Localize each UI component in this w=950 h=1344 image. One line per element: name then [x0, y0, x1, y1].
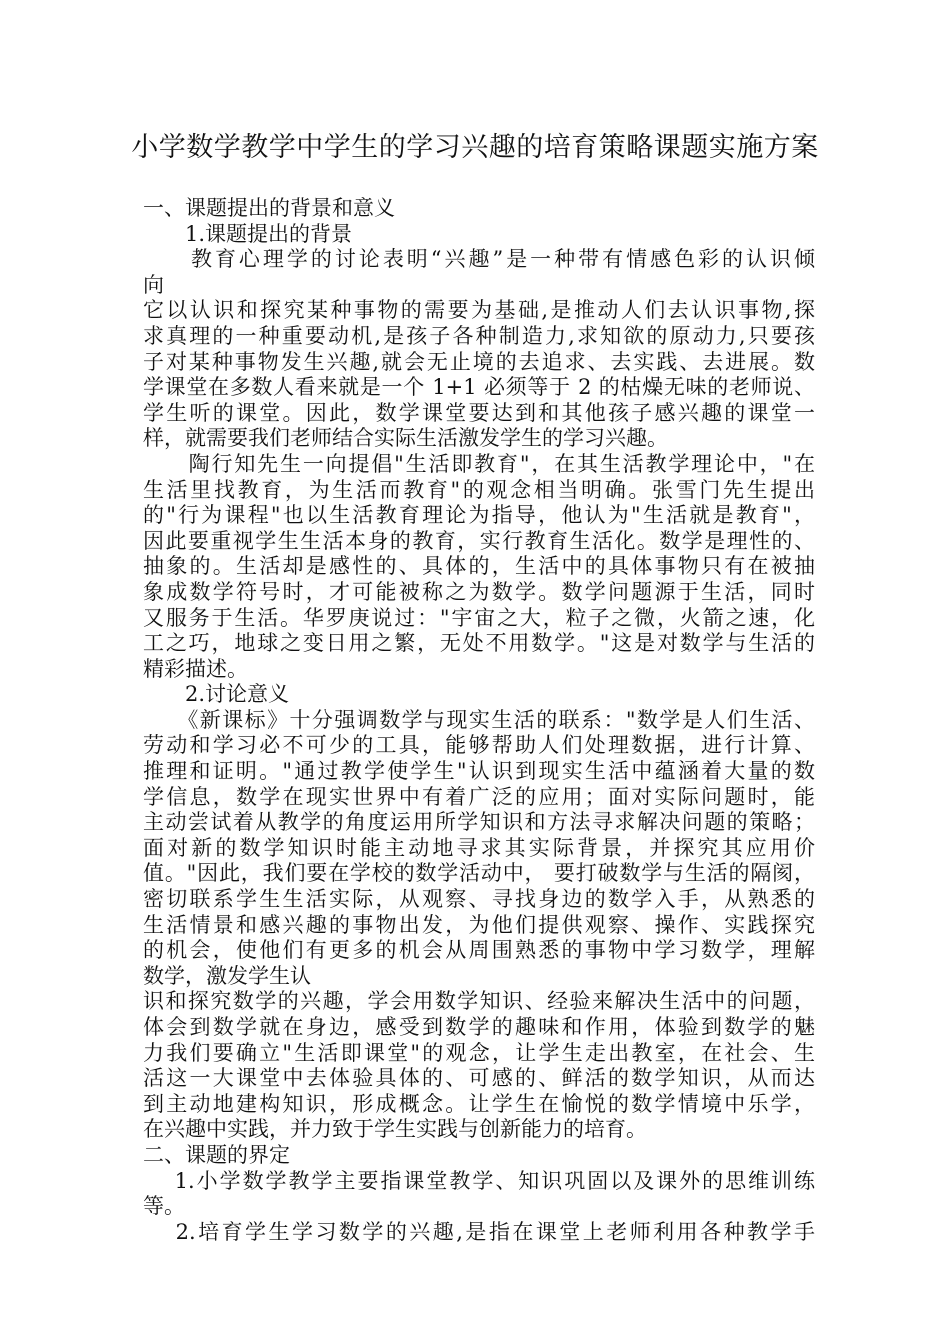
text-line: 求真理的一种重要动机,是孩子各种制造力,求知欲的原动力,只要孩	[143, 323, 815, 348]
text-line: 1.小学数学教学主要指课堂教学、知识巩固以及课外的思维训练	[143, 1168, 815, 1193]
text-line: 工之巧，地球之变日用之繁，无处不用数学。"这是对数学与生活的	[143, 631, 815, 656]
text-line: 子对某种事物发生兴趣,就会无止境的去追求、去实践、去进展。数	[143, 349, 815, 374]
text-line: 《新课标》十分强调数学与现实生活的联系："数学是人们生活、	[143, 707, 815, 732]
text-line: 劳动和学习必不可少的工具，能够帮助人们处理数据，进行计算、	[143, 733, 815, 758]
text-line: 教育心理学的讨论表明“兴趣”是一种带有情感色彩的认识倾	[143, 247, 815, 272]
text-line: 识和探究数学的兴趣，学会用数学知识、经验来解决生活中的问题，	[143, 989, 815, 1014]
text-line: 它以认识和探究某种事物的需要为基础,是推动人们去认识事物,探	[143, 298, 815, 323]
text-line: 一、课题提出的背景和意义	[143, 196, 395, 220]
text-line: 2.培育学生学习数学的兴趣,是指在课堂上老师利用各种教学手	[143, 1219, 815, 1244]
text-line: 生活里找教育，为生活而教育"的观念相当明确。张雪门先生提出	[143, 477, 815, 502]
text-line: 精彩描述。	[143, 656, 248, 681]
document-title: 小学数学教学中学生的学习兴趣的培育策略课题实施方案	[131, 132, 819, 163]
text-line: 学生听的课堂。因此，数学课堂要达到和其他孩子感兴趣的课堂一	[143, 400, 815, 425]
text-line: 向	[143, 272, 164, 297]
text-line: 主动尝试着从教学的角度运用所学知识和方法寻求解决问题的策略；	[143, 810, 815, 835]
text-line: 面对新的数学知识时能主动地寻求其实际背景，并探究其应用价	[143, 835, 815, 860]
text-line: 象成数学符号时，才可能被称之为数学。数学问题源于生活，同时	[143, 579, 815, 604]
text-line: 推理和证明。"通过教学使学生"认识到现实生活中蕴涵着大量的数	[143, 759, 815, 784]
text-line: 样，就需要我们老师结合实际生活激发学生的学习兴趣。	[143, 426, 668, 451]
text-line: 抽象的。生活却是感性的、具体的，生活中的具体事物只有在被抽	[143, 554, 815, 579]
text-line: 学课堂在多数人看来就是一个 1+1 必须等于 2 的枯燥无味的老师说、	[143, 375, 815, 400]
text-line: 1.课题提出的背景	[143, 221, 353, 246]
text-line: 在兴趣中实践，并力致于学生实践与创新能力的培育。	[143, 1117, 647, 1142]
text-line: 二、课题的界定	[143, 1142, 290, 1167]
text-line: 密切联系学生生活实际，从观察、寻找身边的数学入手，从熟悉的	[143, 887, 815, 912]
text-line: 生活情景和感兴趣的事物出发，为他们提供观察、操作、实践探究	[143, 912, 815, 937]
text-line: 因此要重视学生生活本身的教育，实行教育生活化。数学是理性的、	[143, 528, 815, 553]
text-line: 2.讨论意义	[143, 682, 290, 707]
document-body	[143, 196, 815, 1245]
text-line: 体会到数学就在身边，感受到数学的趣味和作用，体验到数学的魅	[143, 1015, 815, 1039]
text-line: 陶行知先生一向提倡"生活即教育"，在其生活教学理论中，"在	[143, 451, 815, 476]
text-line: 学信息，数学在现实世界中有着广泛的应用；面对实际问题时，能	[143, 784, 815, 809]
text-line: 活这一大课堂中去体验具体的、可感的、鲜活的数学知识，从而达	[143, 1066, 815, 1091]
text-line: 的"行为课程"也以生活教育理论为指导，他认为"生活就是教育"，	[143, 503, 815, 528]
text-line: 的机会，使他们有更多的机会从周围熟悉的事物中学习数学，理解	[143, 938, 815, 963]
text-line: 又服务于生活。华罗庚说过："宇宙之大，粒子之微，火箭之速，化	[143, 605, 815, 630]
text-line: 力我们要确立"生活即课堂"的观念，让学生走出教室，在社会、生	[143, 1040, 815, 1065]
text-line: 数学，激发学生认	[143, 963, 311, 988]
text-line: 等。	[143, 1194, 185, 1219]
text-line: 到主动地建构知识，形成概念。让学生在愉悦的数学情境中乐学，	[143, 1091, 815, 1116]
text-line: 值。"因此，我们要在学校的数学活动中， 要打破数学与生活的隔阂，	[143, 861, 815, 886]
